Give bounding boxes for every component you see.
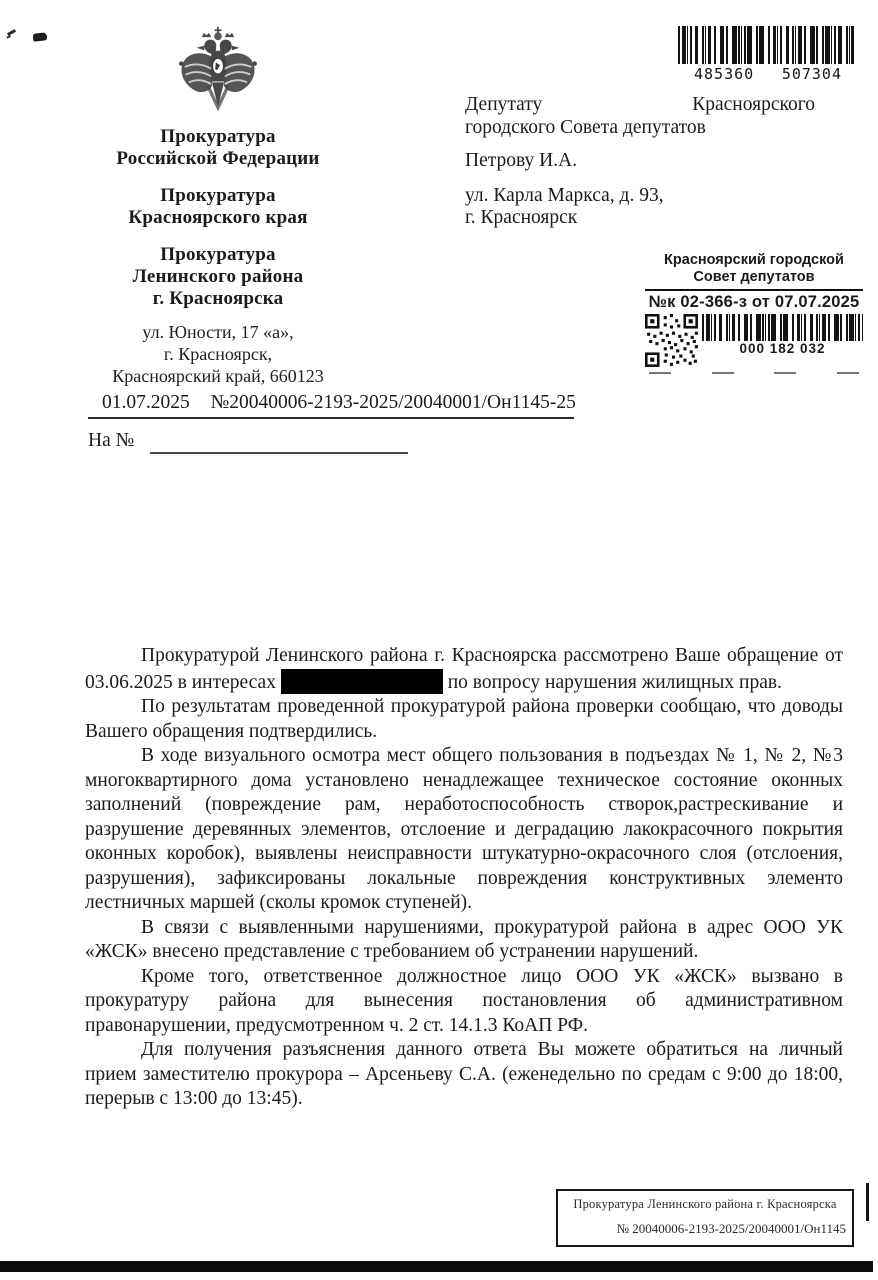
scan-edge-artifact: [866, 1183, 869, 1221]
body-paragraph-6: Для получения разъяснения данного ответа Вы можете обратиться на личный прием заместителю прокурора – Арсеньеву С.А. (еженедельно по средам с 9:00 до 18:00, перерыв с 13:00 до 13:45).: [85, 1039, 843, 1109]
recipient-name: Петрову И.А.: [465, 150, 578, 171]
letterhead-line: Красноярского края: [128, 207, 308, 228]
prosecutor-registration-stamp: [556, 1189, 854, 1247]
stamp-org-line: Совет депутатов: [693, 269, 815, 285]
letterhead-line: Прокуратура: [160, 126, 276, 147]
letterhead-org-district: [48, 244, 388, 310]
reply-number-blank-line: [150, 452, 408, 454]
letterhead-address-line: Красноярский край, 660123: [112, 366, 324, 386]
letterhead-org-federation: [48, 126, 388, 170]
recipient-title: Депутату: [465, 94, 543, 115]
footer-stamp-number: № 20040006-2193-2025/20040001/Он1145: [616, 1221, 846, 1236]
letterhead-line: Ленинского района: [132, 266, 304, 287]
outgoing-number: №20040006-2193-2025/20040001/Он1145-25: [210, 392, 576, 413]
body-paragraph-4: В связи с выявленными нарушениями, прокуратурой района в адрес ООО УК «ЖСК» внесено представление с требованием об устранении нарушений.: [85, 916, 843, 962]
recipient-block: [465, 94, 815, 230]
letter-body: [85, 644, 843, 1112]
outgoing-date: 01.07.2025: [102, 392, 190, 413]
barcode-bars: [678, 26, 858, 64]
stamp-org-line: Красноярский городской: [664, 252, 844, 268]
body-paragraph-5: Кроме того, ответственное должностное лицо ООО УК «ЖСК» вызвано в прокуратуру района для вынесения постановления об административном правонарушении, предусмотренном ч. 2 ст. 14.1.3 КоАП РФ.: [85, 965, 843, 1036]
recipient-address-line: г. Красноярск: [465, 207, 578, 228]
letterhead-line: Прокуратура: [160, 244, 276, 265]
stamp-divider: [645, 289, 863, 291]
letterhead: [48, 26, 388, 387]
body-paragraph-3: В ходе визуального осмотра мест общего пользования в подъездах № 1, № 2, №3 многоквартирного дома установлено ненадлежащее техническое состояние оконных заполнений (повреждение рам, неработоспособность створок,растрескивание и разрушение деревянных элементов, отслоение и деградацию лакокрасочного покрытия оконных коробок), выявлены неисправности штукатурно-окрасочного слоя (отслоения, разрушения), зафиксированы локальные повреждения конструктивных элементо лестничных маршей (сколы кромок ступеней).: [85, 745, 843, 913]
letterhead-address-line: ул. Юности, 17 «а»,: [142, 322, 294, 342]
recipient-line-2: городского Совета депутатов: [465, 116, 706, 138]
redaction-box: [281, 669, 443, 694]
letterhead-address: [48, 321, 388, 387]
reply-to-label: На №: [88, 430, 135, 451]
stamp-registration-number: №к 02-366-з от 07.07.2025: [648, 293, 860, 311]
letterhead-line: г. Красноярска: [152, 288, 284, 309]
recipient-address-line: ул. Карла Маркса, д. 93,: [465, 184, 664, 206]
postal-barcode: [678, 26, 858, 83]
russia-coat-of-arms-icon: [175, 26, 261, 120]
stamp-org-name: [645, 252, 863, 286]
paragraph-text: Прокуратурой Ленинского района г. Красноярска рассмотрено Ваше обращение от 03.06.2025 в интересах: [85, 645, 843, 693]
recipient-address: [465, 185, 815, 230]
letterhead-org-krai: [48, 185, 388, 229]
body-paragraph-1: [85, 644, 843, 695]
body-paragraph-2: По результатам проведенной прокуратурой района проверки сообщаю, что доводы Вашего обращения подтвердились.: [85, 696, 843, 742]
letterhead-address-line: г. Красноярск,: [163, 344, 273, 364]
qr-code-icon: [645, 314, 699, 368]
council-registration-stamp: [645, 252, 863, 374]
paragraph-text: по вопросу нарушения жилищных прав.: [447, 671, 782, 693]
letterhead-line: Российской Федерации: [116, 148, 320, 169]
scan-bottom-bar: [0, 1261, 873, 1272]
outgoing-reference-line: [88, 392, 574, 419]
letterhead-line: Прокуратура: [160, 185, 276, 206]
stamp-barcode-block: [699, 314, 863, 356]
stamp-codes-row: [645, 314, 863, 368]
footer-stamp-org: Прокуратура Ленинского района г. Красноярска: [573, 1197, 837, 1211]
stamp-underline-marks: [645, 372, 863, 374]
recipient-line-1: [465, 94, 815, 117]
stamp-barcode-bars: [702, 314, 863, 341]
scan-artifact: [7, 29, 16, 36]
barcode-numbers: [678, 64, 858, 83]
scan-artifact: [33, 32, 48, 41]
recipient-org-part: Красноярского: [692, 94, 815, 115]
barcode-number-left: 485360: [694, 65, 755, 83]
stamp-barcode-number: 000 182 032: [739, 341, 826, 356]
barcode-number-right: 507304: [781, 65, 842, 83]
